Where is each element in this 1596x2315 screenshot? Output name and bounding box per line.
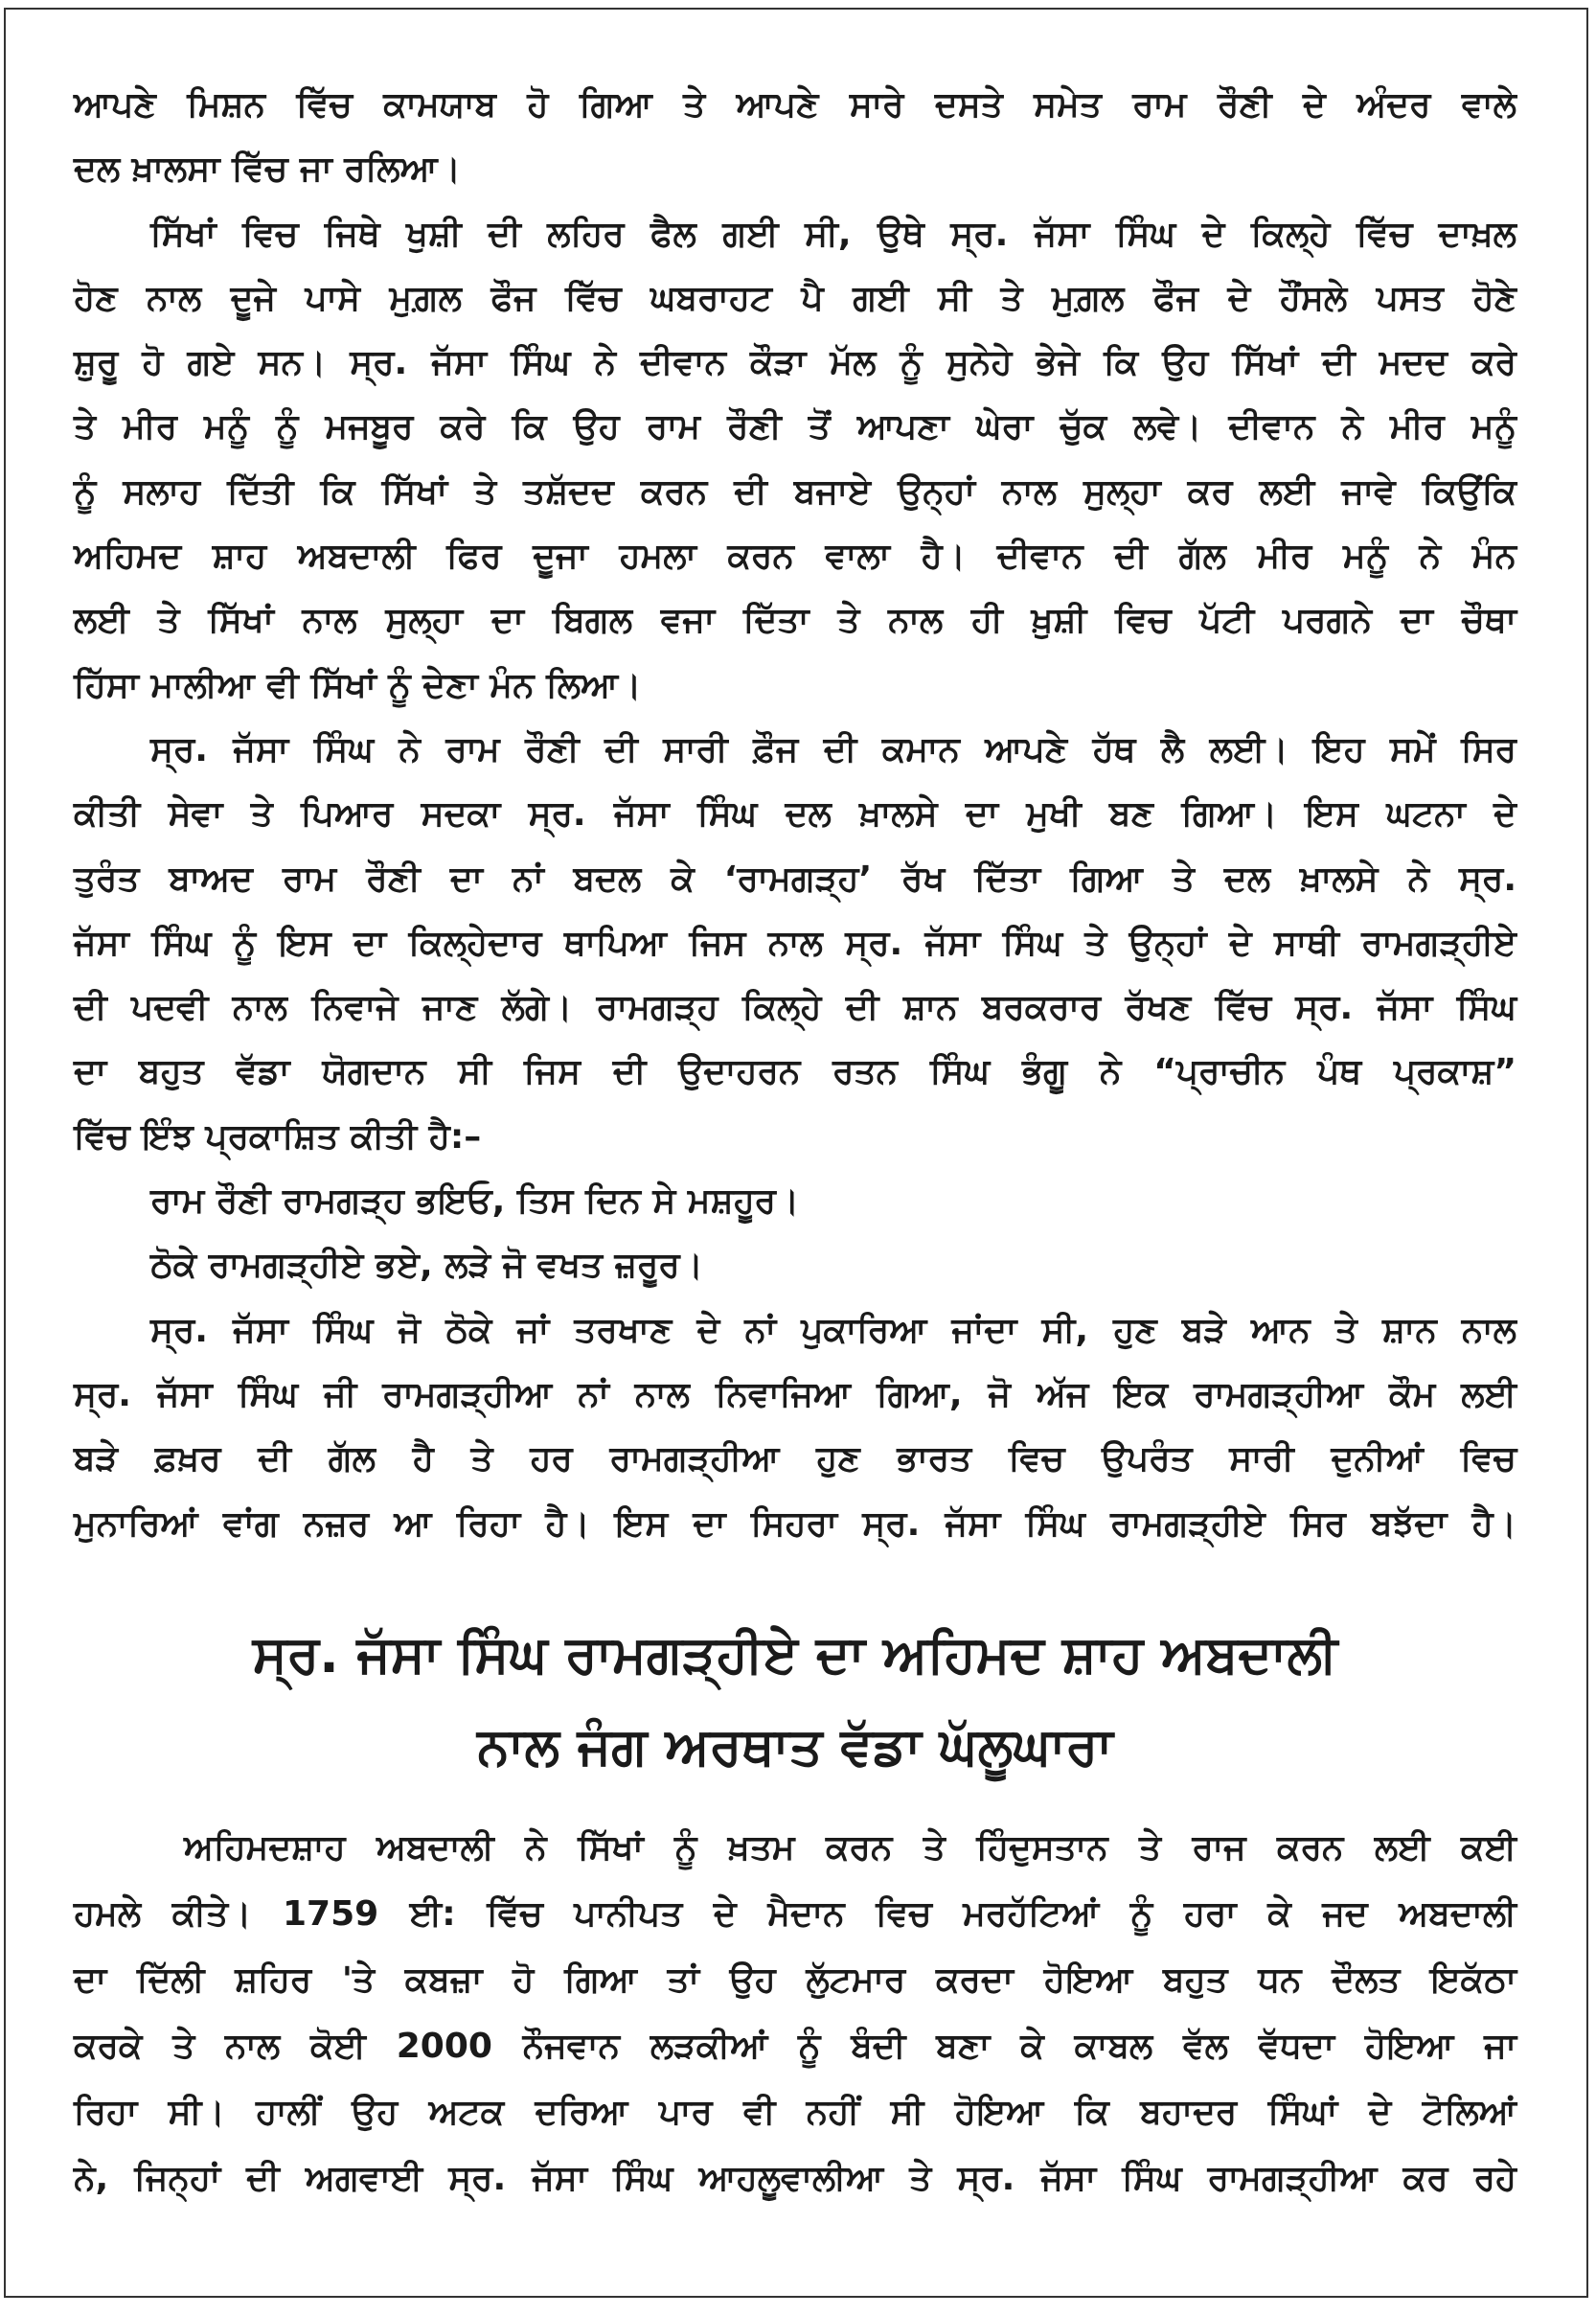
text-line: ਸ਼ੁਰੂ ਹੋ ਗਏ ਸਨ। ਸ੍ਰ. ਜੱਸਾ ਸਿੰਘ ਨੇ ਦੀਵਾਨ ਕੌੜਾ ਮੱਲ ਨੂੰ ਸੁਨੇਹੇ ਭੇਜੇ ਕਿ ਉਹ ਸਿੱਖਾਂ ਦੀ ਮਦਦ ਕਰੇ	[74, 343, 1516, 383]
text-line: ਤੇ ਮੀਰ ਮਨੂੰ ਨੂੰ ਮਜਬੂਰ ਕਰੇ ਕਿ ਉਹ ਰਾਮ ਰੌਣੀ ਤੋਂ ਆਪਣਾ ਘੇਰਾ ਚੁੱਕ ਲਵੇ। ਦੀਵਾਨ ਨੇ ਮੀਰ ਮਨੂੰ	[74, 407, 1516, 447]
body-text-section-2	[74, 1815, 1516, 2212]
text-line: ਹੋਣ ਨਾਲ ਦੂਜੇ ਪਾਸੇ ਮੁਗ਼ਲ ਫੌਜ ਵਿੱਚ ਘਬਰਾਹਟ ਪੈ ਗਈ ਸੀ ਤੇ ਮੁਗ਼ਲ ਫੌਜ ਦੇ ਹੌਂਸਲੇ ਪਸਤ ਹੋਣੇ	[74, 278, 1516, 318]
text-line: ਮੁਨਾਰਿਆਂ ਵਾਂਗ ਨਜ਼ਰ ਆ ਰਿਹਾ ਹੈ। ਇਸ ਦਾ ਸਿਹਰਾ ਸ੍ਰ. ਜੱਸਾ ਸਿੰਘ ਰਾਮਗੜ੍ਹੀਏ ਸਿਰ ਬਝੱਦਾ ਹੈ।	[74, 1503, 1516, 1544]
text-line: ਜੱਸਾ ਸਿੰਘ ਨੂੰ ਇਸ ਦਾ ਕਿਲ੍ਹੇਦਾਰ ਥਾਪਿਆ ਜਿਸ ਨਾਲ ਸ੍ਰ. ਜੱਸਾ ਸਿੰਘ ਤੇ ਉਨ੍ਹਾਂ ਦੇ ਸਾਥੀ ਰਾਮਗੜ੍ਹੀਏ	[74, 923, 1516, 963]
text-line: ਦਲ ਖ਼ਾਲਸਾ ਵਿੱਚ ਜਾ ਰਲਿਆ।	[74, 149, 461, 190]
text-line: ਅਹਿਮਦ ਸ਼ਾਹ ਅਬਦਾਲੀ ਫਿਰ ਦੂਜਾ ਹਮਲਾ ਕਰਨ ਵਾਲਾ ਹੈ। ਦੀਵਾਨ ਦੀ ਗੱਲ ਮੀਰ ਮਨੂੰ ਨੇ ਮੰਨ	[74, 537, 1516, 577]
section-heading-line-1: ਸ੍ਰ. ਜੱਸਾ ਸਿੰਘ ਰਾਮਗੜ੍ਹੀਏ ਦਾ ਅਹਿਮਦ ਸ਼ਾਹ ਅਬਦਾਲੀ	[252, 1624, 1338, 1685]
text-line: ਬੜੇ ਫ਼ਖ਼ਰ ਦੀ ਗੱਲ ਹੈ ਤੇ ਹਰ ਰਾਮਗੜ੍ਹੀਆ ਹੁਣ ਭਾਰਤ ਵਿਚ ਉਪਰੰਤ ਸਾਰੀ ਦੁਨੀਆਂ ਵਿਚ	[74, 1439, 1516, 1479]
text-line: ਰਾਮ ਰੌਣੀ ਰਾਮਗੜ੍ਹ ਭਇਓ, ਤਿਸ ਦਿਨ ਸੇ ਮਸ਼ਹੂਰ।	[150, 1181, 800, 1222]
text-line: ਸਿੱਖਾਂ ਵਿਚ ਜਿਥੇ ਖੁਸ਼ੀ ਦੀ ਲਹਿਰ ਫੈਲ ਗਈ ਸੀ, ਉਥੇ ਸ੍ਰ. ਜੱਸਾ ਸਿੰਘ ਦੇ ਕਿਲ੍ਹੇ ਵਿੱਚ ਦਾਖ਼ਲ	[150, 214, 1516, 254]
text-line: ਨੂੰ ਸਲਾਹ ਦਿੱਤੀ ਕਿ ਸਿੱਖਾਂ ਤੇ ਤਸ਼ੱਦਦ ਕਰਨ ਦੀ ਬਜਾਏ ਉਨ੍ਹਾਂ ਨਾਲ ਸੁਲ੍ਹਾ ਕਰ ਲਈ ਜਾਵੇ ਕਿਉਂਕਿ	[74, 471, 1516, 512]
text-line: ਨੇ, ਜਿਨ੍ਹਾਂ ਦੀ ਅਗਵਾਈ ਸ੍ਰ. ਜੱਸਾ ਸਿੰਘ ਆਹਲੂਵਾਲੀਆ ਤੇ ਸ੍ਰ. ਜੱਸਾ ਸਿੰਘ ਰਾਮਗੜ੍ਹੀਆ ਕਰ ਰਹੇ	[74, 2159, 1516, 2198]
text-line: ਲਈ ਤੇ ਸਿੱਖਾਂ ਨਾਲ ਸੁਲ੍ਹਾ ਦਾ ਬਿਗਲ ਵਜਾ ਦਿੱਤਾ ਤੇ ਨਾਲ ਹੀ ਖ਼ੁਸ਼ੀ ਵਿਚ ਪੱਟੀ ਪਰਗਨੇ ਦਾ ਚੌਥਾ	[74, 601, 1516, 641]
text-line: ਸ੍ਰ. ਜੱਸਾ ਸਿੰਘ ਜੀ ਰਾਮਗੜ੍ਹੀਆ ਨਾਂ ਨਾਲ ਨਿਵਾਜਿਆ ਗਿਆ, ਜੋ ਅੱਜ ਇਕ ਰਾਮਗੜ੍ਹੀਆ ਕੌਮ ਲਈ	[74, 1374, 1516, 1414]
text-line: ਹਿੱਸਾ ਮਾਲੀਆ ਵੀ ਸਿੱਖਾਂ ਨੂੰ ਦੇਣਾ ਮੰਨ ਲਿਆ।	[74, 665, 642, 705]
text-line: ਦੀ ਪਦਵੀ ਨਾਲ ਨਿਵਾਜੇ ਜਾਣ ਲੱਗੇ। ਰਾਮਗੜ੍ਹ ਕਿਲ੍ਹੇ ਦੀ ਸ਼ਾਨ ਬਰਕਰਾਰ ਰੱਖਣ ਵਿੱਚ ਸ੍ਰ. ਜੱਸਾ ਸਿੰਘ	[74, 988, 1516, 1028]
text-line: ਵਿੱਚ ਇੰਝ ਪ੍ਰਕਾਸ਼ਿਤ ਕੀਤੀ ਹੈ:–	[74, 1116, 482, 1157]
text-line: ਤੁਰੰਤ ਬਾਅਦ ਰਾਮ ਰੌਣੀ ਦਾ ਨਾਂ ਬਦਲ ਕੇ ‘ਰਾਮਗੜ੍ਹ’ ਰੱਖ ਦਿੱਤਾ ਗਿਆ ਤੇ ਦਲ ਖ਼ਾਲਸੇ ਨੇ ਸ੍ਰ.	[74, 859, 1516, 899]
text-line: ਅਹਿਮਦਸ਼ਾਹ ਅਬਦਾਲੀ ਨੇ ਸਿੱਖਾਂ ਨੂੰ ਖ਼ਤਮ ਕਰਨ ਤੇ ਹਿੰਦੁਸਤਾਨ ਤੇ ਰਾਜ ਕਰਨ ਲਈ ਕਈ	[184, 1828, 1516, 1868]
text-line: ਆਪਣੇ ਮਿਸ਼ਨ ਵਿੱਚ ਕਾਮਯਾਬ ਹੋ ਗਿਆ ਤੇ ਆਪਣੇ ਸਾਰੇ ਦਸਤੇ ਸਮੇਤ ਰਾਮ ਰੌਣੀ ਦੇ ਅੰਦਰ ਵਾਲੇ	[74, 85, 1516, 125]
text-line: ਹਮਲੇ ਕੀਤੇ। 1759 ਈ: ਵਿੱਚ ਪਾਨੀਪਤ ਦੇ ਮੈਦਾਨ ਵਿਚ ਮਰਹੱਟਿਆਂ ਨੂੰ ਹਰਾ ਕੇ ਜਦ ਅਬਦਾਲੀ	[74, 1894, 1516, 1934]
text-line: ਕਰਕੇ ਤੇ ਨਾਲ ਕੋਈ 2000 ਨੌਜਵਾਨ ਲੜਕੀਆਂ ਨੂੰ ਬੰਦੀ ਬਣਾ ਕੇ ਕਾਬਲ ਵੱਲ ਵੱਧਦਾ ਹੋਇਆ ਜਾ	[74, 2027, 1516, 2066]
text-line: ਸ੍ਰ. ਜੱਸਾ ਸਿੰਘ ਨੇ ਰਾਮ ਰੌਣੀ ਦੀ ਸਾਰੀ ਫ਼ੌਜ ਦੀ ਕਮਾਨ ਆਪਣੇ ਹੱਥ ਲੈ ਲਈ। ਇਹ ਸਮੇਂ ਸਿਰ	[150, 729, 1516, 769]
text-line: ਰਿਹਾ ਸੀ। ਹਾਲੀਂ ਉਹ ਅਟਕ ਦਰਿਆ ਪਾਰ ਵੀ ਨਹੀਂ ਸੀ ਹੋਇਆ ਕਿ ਬਹਾਦਰ ਸਿੰਘਾਂ ਦੇ ਟੋਲਿਆਂ	[74, 2093, 1516, 2132]
text-line: ਠੋਕੇ ਰਾਮਗੜ੍ਹੀਏ ਭਏ, ਲੜੇ ਜੋ ਵਖਤ ਜ਼ਰੂਰ।	[150, 1246, 703, 1286]
text-line: ਦਾ ਦਿੱਲੀ ਸ਼ਹਿਰ 'ਤੇ ਕਬਜ਼ਾ ਹੋ ਗਿਆ ਤਾਂ ਉਹ ਲੁੱਟਮਾਰ ਕਰਦਾ ਹੋਇਆ ਬਹੁਤ ਧਨ ਦੌਲਤ ਇਕੱਠਾ	[74, 1960, 1516, 2000]
text-line: ਸ੍ਰ. ਜੱਸਾ ਸਿੰਘ ਜੋ ਠੋਕੇ ਜਾਂ ਤਰਖਾਣ ਦੇ ਨਾਂ ਪੁਕਾਰਿਆ ਜਾਂਦਾ ਸੀ, ਹੁਣ ਬੜੇ ਆਨ ਤੇ ਸ਼ਾਨ ਨਾਲ	[150, 1310, 1516, 1350]
text-line: ਦਾ ਬਹੁਤ ਵੱਡਾ ਯੋਗਦਾਨ ਸੀ ਜਿਸ ਦੀ ਉਦਾਹਰਨ ਰਤਨ ਸਿੰਘ ਭੰਗੂ ਨੇ “ਪ੍ਰਾਚੀਨ ਪੰਥ ਪ੍ਰਕਾਸ਼”	[74, 1052, 1516, 1092]
text-line: ਕੀਤੀ ਸੇਵਾ ਤੇ ਪਿਆਰ ਸਦਕਾ ਸ੍ਰ. ਜੱਸਾ ਸਿੰਘ ਦਲ ਖ਼ਾਲਸੇ ਦਾ ਮੁਖੀ ਬਣ ਗਿਆ। ਇਸ ਘਟਨਾ ਦੇ	[74, 794, 1516, 835]
body-text-section-1	[74, 73, 1516, 1556]
section-heading-line-2: ਨਾਲ ਜੰਗ ਅਰਥਾਤ ਵੱਡਾ ਘੱਲੂਘਾਰਾ	[477, 1716, 1113, 1776]
